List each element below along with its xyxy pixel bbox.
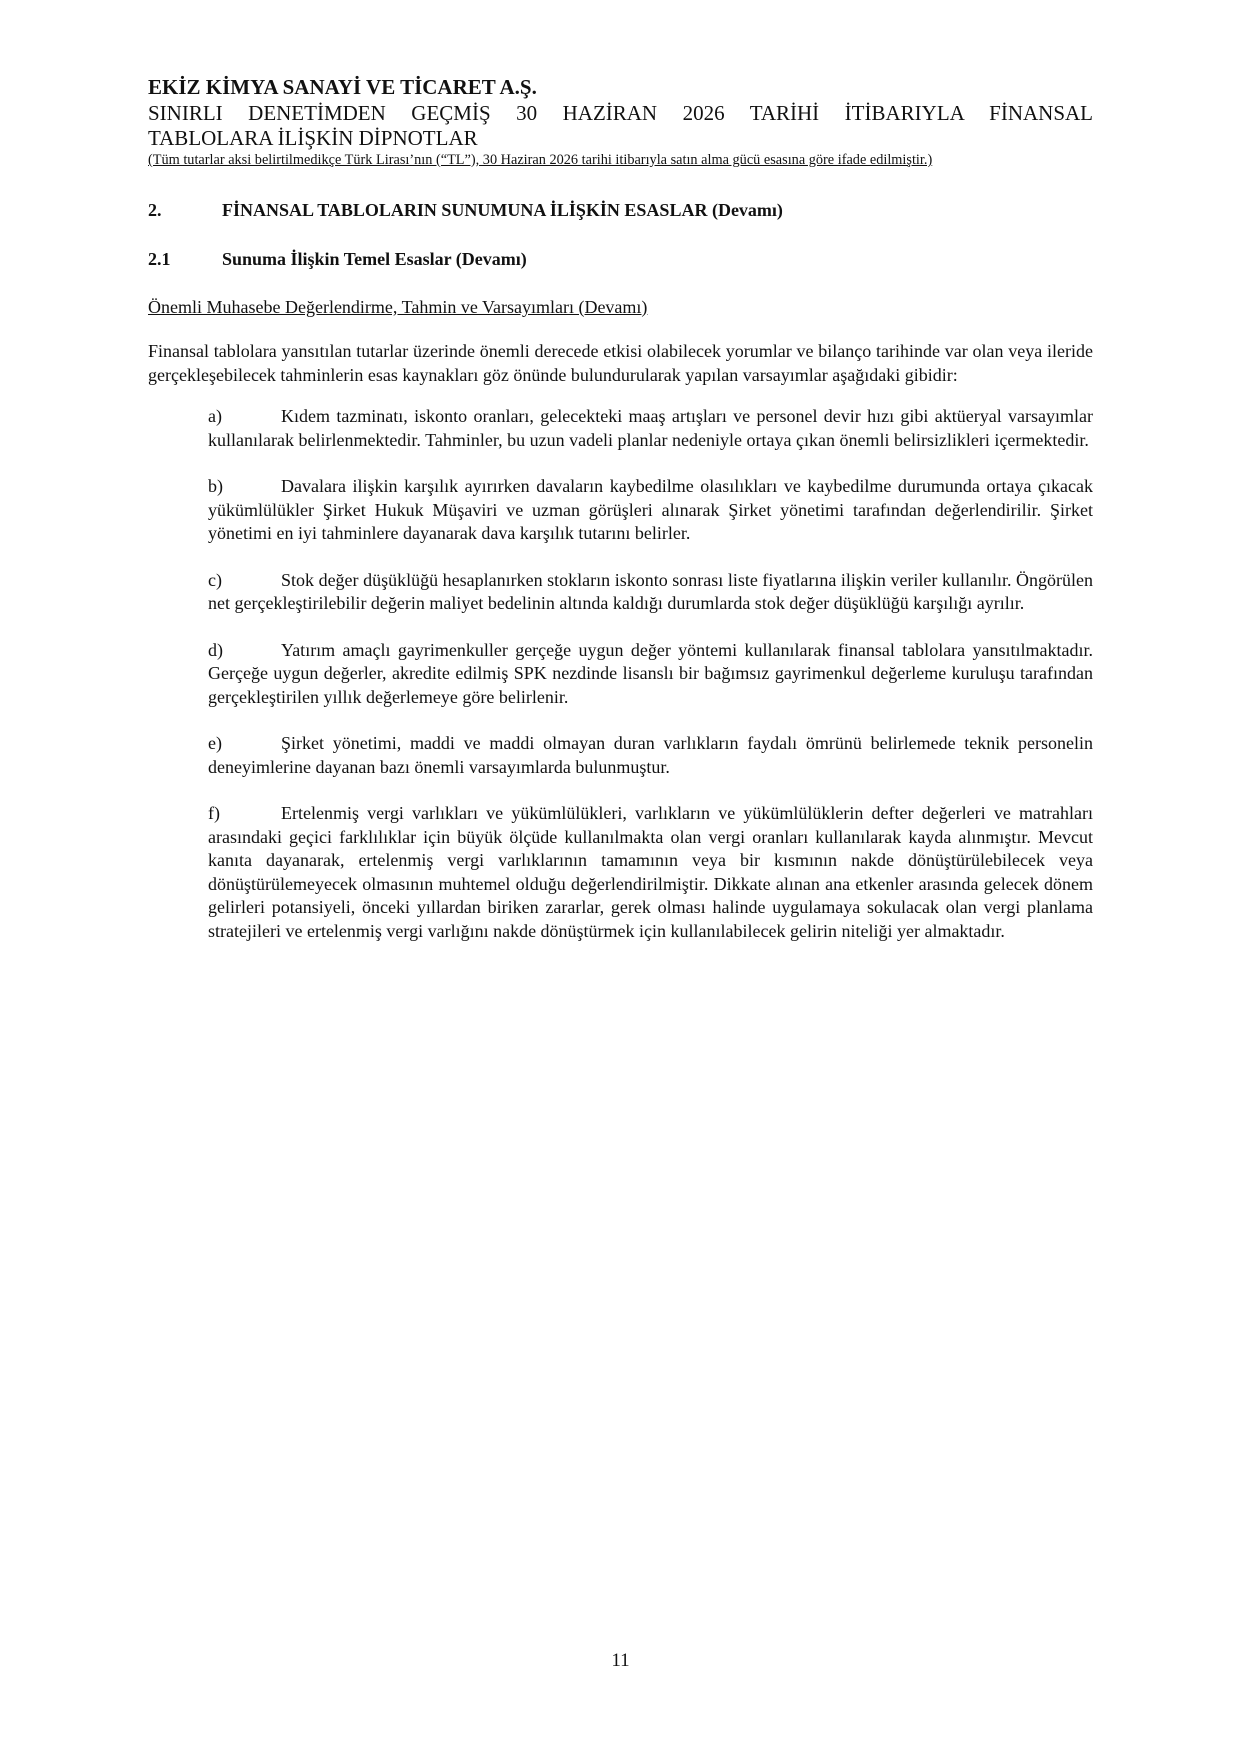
section-heading xyxy=(148,199,1093,221)
subsection-heading xyxy=(148,248,1093,270)
list-item xyxy=(208,405,1093,452)
list-item xyxy=(208,732,1093,779)
section-title: FİNANSAL TABLOLARIN SUNUMUNA İLİŞKİN ESASLAR (Devamı) xyxy=(222,200,783,220)
list-item-label: e) xyxy=(208,733,222,753)
list-item-text: Şirket yönetimi, maddi ve maddi olmayan duran varlıkların faydalı ömrünü belirlemede teknik personelin deneyimlerine dayanan bazı önemli varsayımlarda bulunmuştur. xyxy=(208,733,1093,777)
list-item xyxy=(208,475,1093,546)
list-item-text: Yatırım amaçlı gayrimenkuller gerçeğe uygun değer yöntemi kullanılarak finansal tablolara yansıtılmaktadır. Gerçeğe uygun değerler, akredite edilmiş SPK nezdinde lisanslı bir bağımsız gayrimenkul değerleme kuruluşu tarafından gerçekleştirilen yıllık değerlemeye göre belirlenir. xyxy=(208,639,1093,707)
list-item-label: f) xyxy=(208,803,220,823)
section-number: 2. xyxy=(148,200,162,220)
list-item-text: Ertelenmiş vergi varlıkları ve yükümlülükleri, varlıkların ve yükümlülüklerin defter değerleri ve matrahları arasındaki geçici farklılıklar için büyük ölçüde kullanılmakta olan vergi oranları kullanılarak kayda alınmıştır. Mevcut kanıta dayanarak, ertelenmiş vergi varlıklarının tamamının veya bir kısmının nakde dönüştürülebilecek veya dönüştürülemeyecek olmasının muhtemel olduğu değerlendirilmiştir. Dikkate alınan ana etkenler arasında gelecek dönem gelirleri potansiyeli, önceki yıllardan biriken zararlar, gerek olması halinde uygulamaya sokulacak olan vergi planlama stratejileri ve ertelenmiş vergi varlığını nakde dönüştürmek için kullanılabilecek gelirin niteliği yer almaktadır. xyxy=(208,803,1093,941)
list-item xyxy=(208,639,1093,710)
subsection-title: Sunuma İlişkin Temel Esaslar (Devamı) xyxy=(222,249,527,269)
document-title-line-1: SINIRLI DENETİMDEN GEÇMİŞ 30 HAZİRAN 2026 TARİHİ İTİBARIYLA FİNANSAL xyxy=(148,101,1093,125)
list-item-label: c) xyxy=(208,569,222,590)
underlined-heading: Önemli Muhasebe Değerlendirme, Tahmin ve Varsayımları (Devamı) xyxy=(148,297,648,317)
list-item-text: Kıdem tazminatı, iskonto oranları, gelecekteki maaş artışları ve personel devir hızı gibi aktüeryal varsayımlar kullanılarak belirlenmektedir. Tahminler, bu uzun vadeli planlar nedeniyle ortaya çıkan önemli belirsizlikleri içermektedir. xyxy=(208,406,1093,450)
currency-note: (Tüm tutarlar aksi belirtilmedikçe Türk Lirası’nın (“TL”), 30 Haziran 2026 tarihi itibarıyla satın alma gücü esasına göre ifade edilmiştir.) xyxy=(148,152,933,168)
list-item-text: Stok değer düşüklüğü hesaplanırken stokların iskonto sonrası liste fiyatlarına ilişkin veriler kullanılır. Öngörülen net gerçekleştirilebilir değerin maliyet bedelinin altında kaldığı durumlarda stok değer düşüklüğü karşılığı ayrılır. xyxy=(208,569,1093,613)
subsection-number: 2.1 xyxy=(148,249,171,269)
list-item-text: Davalara ilişkin karşılık ayırırken davaların kaybedilme olasılıkları ve kaybedilme durumunda ortaya çıkacak yükümlülükler Şirket Hukuk Müşaviri ve uzman görüşleri alınarak Şirket yönetimi tarafından değerlendirilir. Şirket yönetimi en iyi tahminlere dayanarak dava karşılık tutarını belirler. xyxy=(208,476,1093,543)
page-content xyxy=(148,74,1093,966)
intro-paragraph: Finansal tablolara yansıtılan tutarlar üzerinde önemli derecede etkisi olabilecek yorumlar ve bilanço tarihinde var olan veya ileride gerçekleşebilecek tahminlerin esas kaynakları göz önünde bulundurularak yapılan varsayımlar aşağıdaki gibidir: xyxy=(148,341,1093,385)
document-title-line-2: TABLOLARA İLİŞKİN DİPNOTLAR xyxy=(148,126,478,150)
list-item-label: a) xyxy=(208,406,222,426)
list-item xyxy=(208,569,1093,616)
list-item-label: b) xyxy=(208,476,223,496)
list-item xyxy=(208,802,1093,943)
assumption-list xyxy=(208,405,1093,943)
list-item-label: d) xyxy=(208,639,223,660)
company-name: EKİZ KİMYA SANAYİ VE TİCARET A.Ş. xyxy=(148,75,537,99)
page-number: 11 xyxy=(611,1650,630,1671)
